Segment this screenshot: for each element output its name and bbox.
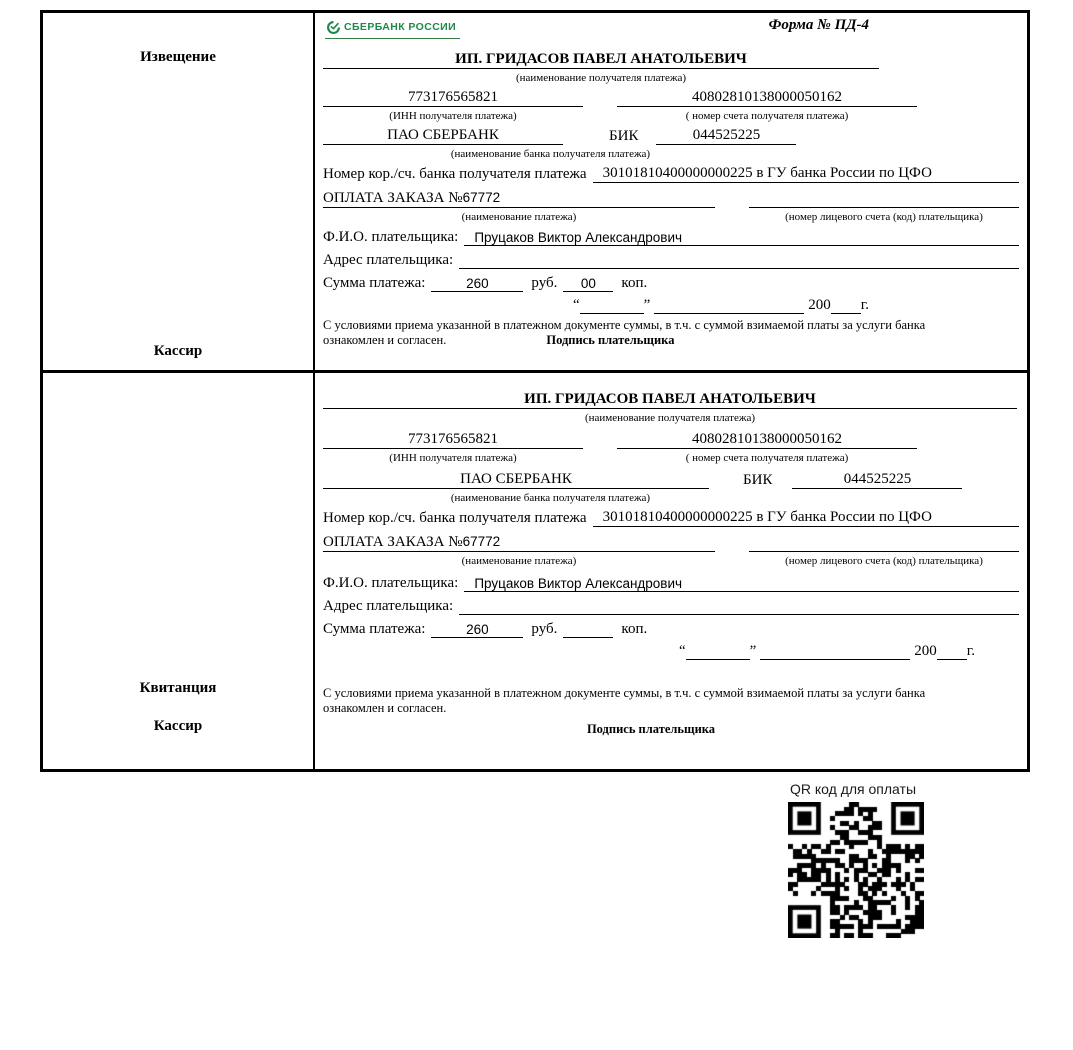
sberbank-logo-text: СБЕРБАНК РОССИИ	[344, 21, 457, 33]
date-day-blank	[580, 313, 644, 314]
form-number: Форма № ПД-4	[768, 17, 869, 33]
payer-address-label: Адрес плательщика:	[323, 598, 454, 614]
payment-purpose: ОПЛАТА ЗАКАЗА №67772	[323, 190, 715, 208]
inn-value: 773176565821	[323, 89, 583, 107]
recipient-name: ИП. ГРИДАСОВ ПАВЕЛ АНАТОЛЬЕВИЧ	[323, 51, 879, 69]
personal-account-caption: (номер лицевого счета (код) плательщика)	[785, 211, 983, 223]
year-blank	[937, 659, 967, 660]
rub-unit-label: руб.	[531, 621, 558, 637]
notice-cashier-label: Кассир	[153, 343, 203, 359]
year-suffix: г.	[966, 643, 975, 659]
recipient-name: ИП. ГРИДАСОВ ПАВЕЛ АНАТОЛЬЕВИЧ	[323, 391, 1017, 409]
year-prefix: 200	[808, 297, 831, 313]
payer-signature-label: Подпись плательщика	[546, 333, 675, 347]
payer-name-label: Ф.И.О. плательщика:	[323, 575, 459, 591]
corr-account-label: Номер кор./сч. банка получателя платежа	[323, 510, 587, 526]
inn-value: 773176565821	[323, 431, 583, 449]
bik-label: БИК	[743, 472, 773, 488]
recipient-caption: (наименование получателя платежа)	[584, 412, 756, 424]
year-blank	[831, 313, 861, 314]
close-quote: ”	[749, 643, 757, 659]
purpose-caption: (наименование платежа)	[461, 211, 577, 223]
close-quote: ”	[643, 297, 651, 313]
bik-value: 044525225	[792, 471, 962, 489]
amount-rub-value: 260	[431, 622, 523, 638]
bank-caption: (наименование банка получателя платежа)	[450, 492, 651, 504]
date-line	[323, 292, 869, 314]
notice-header-row	[323, 17, 1019, 49]
date-month-blank	[654, 313, 804, 314]
qr-caption: QR код для оплаты	[790, 781, 917, 797]
bik-label: БИК	[609, 128, 639, 144]
year-suffix: г.	[860, 297, 869, 313]
corr-account-value: 30101810400000000225 в ГУ банка России по ЦФО	[593, 509, 1019, 527]
account-caption: ( номер счета получателя платежа)	[685, 452, 849, 464]
payer-signature-label: Подпись плательщика	[586, 722, 716, 736]
account-value: 40802810138000050162	[617, 89, 917, 107]
kop-unit-label: коп.	[621, 621, 648, 637]
payment-form	[40, 10, 1030, 772]
amount-rub-value: 260	[431, 276, 523, 292]
account-caption: ( номер счета получателя платежа)	[685, 110, 849, 122]
notice-content	[315, 13, 1027, 370]
payment-purpose: ОПЛАТА ЗАКАЗА №67772	[323, 534, 715, 552]
corr-account-value: 30101810400000000225 в ГУ банка России по ЦФО	[593, 165, 1019, 183]
recipient-caption: (наименование получателя платежа)	[515, 72, 687, 84]
payer-name-value: Пруцаков Виктор Александрович	[464, 576, 1019, 592]
amount-label: Сумма платежа:	[323, 621, 426, 637]
notice-side-column	[43, 13, 315, 370]
amount-kop-value: 00	[563, 276, 613, 292]
receipt-label: Квитанция	[139, 680, 217, 696]
bank-caption: (наименование банка получателя платежа)	[450, 148, 651, 160]
sberbank-logo-icon	[327, 21, 340, 34]
purpose-caption: (наименование платежа)	[461, 555, 577, 567]
qr-code	[788, 802, 924, 938]
rub-unit-label: руб.	[531, 275, 558, 291]
receipt-content	[315, 373, 1027, 769]
date-day-blank	[686, 659, 750, 660]
corr-account-label: Номер кор./сч. банка получателя платежа	[323, 166, 587, 182]
amount-label: Сумма платежа:	[323, 275, 426, 291]
kop-unit-label: коп.	[621, 275, 648, 291]
bank-name: ПАО СБЕРБАНК	[323, 471, 709, 489]
inn-caption: (ИНН получателя платежа)	[389, 452, 517, 464]
open-quote: “	[572, 297, 580, 313]
receipt-side-column	[43, 373, 315, 769]
payer-address-label: Адрес плательщика:	[323, 252, 454, 268]
order-number: 67772	[462, 534, 501, 549]
payer-name-label: Ф.И.О. плательщика:	[323, 229, 459, 245]
date-line	[323, 638, 975, 660]
account-value: 40802810138000050162	[617, 431, 917, 449]
sberbank-logo	[325, 17, 460, 39]
inn-caption: (ИНН получателя платежа)	[389, 110, 517, 122]
receipt-cashier-label: Кассир	[153, 718, 203, 734]
receipt-section	[43, 373, 1027, 769]
agreement-text: С условиями приема указанной в платежном документе суммы, в т.ч. с суммой взимаемой платы за услуги банка ознакомлен и согласен.	[323, 686, 926, 715]
bank-name: ПАО СБЕРБАНК	[323, 127, 563, 145]
open-quote: “	[678, 643, 686, 659]
order-number: 67772	[462, 190, 501, 205]
notice-label: Извещение	[140, 49, 216, 65]
date-month-blank	[760, 659, 910, 660]
agreement-text: С условиями приема указанной в платежном документе суммы, в т.ч. с суммой взимаемой платы за услуги банка ознакомлен и согласен. Подпись плательщика	[323, 318, 926, 347]
payer-name-value: Пруцаков Виктор Александрович	[464, 230, 1019, 246]
bik-value: 044525225	[656, 127, 796, 145]
qr-section	[788, 781, 924, 938]
notice-section	[43, 13, 1027, 373]
personal-account-caption: (номер лицевого счета (код) плательщика)	[785, 555, 983, 567]
year-prefix: 200	[914, 643, 937, 659]
